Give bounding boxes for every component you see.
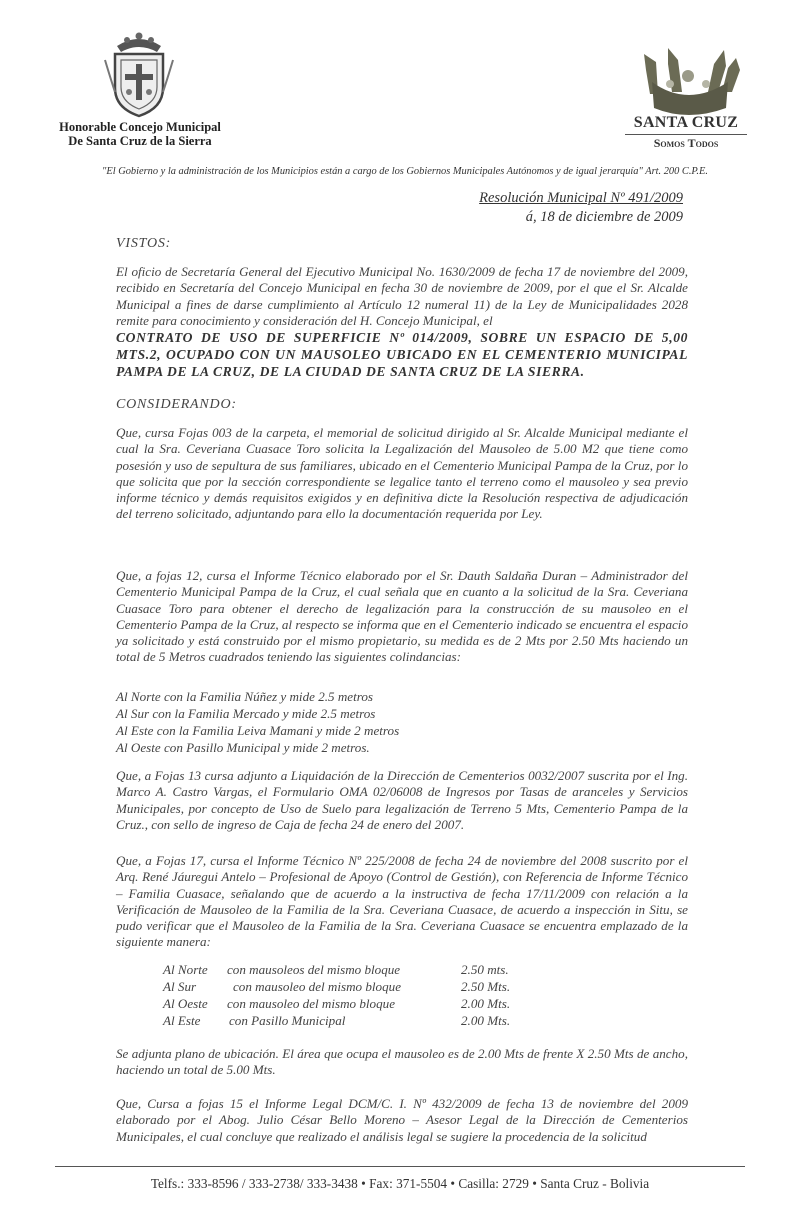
vistos-paragraph: El oficio de Secretaría General del Ejecutivo Municipal No. 1630/2009 de fecha 17 de noviembre del 2009, recibido en Secretaría del Concejo Municipal en fecha 30 de noviembre de 2009, por el que el Sr. Alcalde Municipal a fines de darse cumplimiento al Artículo 12 numeral 11) de la Ley de Municipalidades 2028 remite para conocimiento y consideración del H. Concejo Municipal, el xyxy=(116,264,688,328)
boundary-desc: con mausoleos del mismo bloque xyxy=(227,962,401,977)
table-row xyxy=(163,979,510,996)
considerando-heading: CONSIDERANDO: xyxy=(116,397,237,412)
considerando-paragraph-2: Que, a fojas 12, cursa el Informe Técnico elaborado por el Sr. Dauth Saldaña Duran – Administrador del Cementerio Municipal Pampa de la Cruz, el cual señala que en cuanto a la solicitud de la Sra. Ceveriana Cuasace Toro para obtener el derecho de legalización para la construcción de su mausoleo en el Cementerio Pampa de la Cruz, al respecto se informa que en el Cementerio indicado se encuentra el espacio ya solicitado y está construido por el mismo propietario, su medida es de 2 Mts por 2.50 Mts haciendo un total de 5 Metros cuadrados teniendo las siguientes colindancias: xyxy=(116,568,688,665)
considerando-paragraph-5: Se adjunta plano de ubicación. El área que ocupa el mausoleo es de 2.00 Mts de frente X 2.50 Mts de ancho, haciendo un total de 5.00 Mts. xyxy=(116,1046,688,1078)
boundary-measure: 2.50 mts. xyxy=(461,962,509,977)
boundary-measure: 2.50 Mts. xyxy=(461,979,511,994)
boundaries-list-1 xyxy=(116,688,688,756)
council-line1: Honorable Concejo Municipal xyxy=(59,120,221,134)
considerando-paragraph-6: Que, Cursa a fojas 15 el Informe Legal DCM/C. I. Nº 432/2009 de fecha 13 de noviembre del 2009 elaborado por el Abog. Julio César Bello Moreno – Asesor Legal de la Dirección de Cementerios Municipales, el cual concluye que realizado el análisis legal se sugiere la procedencia de la solicitud xyxy=(116,1096,688,1144)
boundary-side: Al Sur xyxy=(163,979,197,994)
boundary-side: Al Oeste xyxy=(163,996,208,1011)
constitution-motto: "El Gobierno y la administración de los Municipios están a cargo de los Gobiernos Municipales Autónomos y de igual jerarquía" Art. 200 C.P.E. xyxy=(102,166,708,177)
boundary-desc: con mausoleo del mismo bloque xyxy=(233,979,402,994)
vistos-heading: VISTOS: xyxy=(116,236,172,251)
considerando-paragraph-1: Que, cursa Fojas 003 de la carpeta, el memorial de solicitud dirigido al Sr. Alcalde Municipal mediante el cual la Sra. Ceveriana Cuasace Toro solicita la Legalización del Mausoleo de 5.00 M2 que tiene como posesión y uso de sepultura de sus familiares, ubicado en el Cementerio Municipal Pampa de la Cruz, por lo que solicita que por la sección correspondiente se legalice tanto el terreno como el mausoleo y sea previo informe técnico y demás requisitos exigidos y en definitiva dicte la Resolución respectiva de adjudicación del terreno solicitado, adjuntando para ello la documentación requerida por Ley. xyxy=(116,425,688,522)
table-row xyxy=(163,996,510,1013)
considerando-paragraph-3: Que, a Fojas 13 cursa adjunto a Liquidación de la Dirección de Cementerios 0032/2007 suscrita por el Ing. Marco A. Castro Vargas, el Formulario OMA 02/06008 de Ingresos por Tasas de aranceles y Servicios Municipales, por concepto de Uso de Suelo para legalización de Terreno 5 Mts, Cementerio Pampa de la Cruz., con sello de ingreso de Caja de fecha 24 de enero del 2007. xyxy=(116,768,688,832)
boundary-item: Al Sur con la Familia Mercado y mide 2.5 metros xyxy=(116,706,376,721)
footer-divider xyxy=(55,1166,745,1167)
council-name xyxy=(40,120,240,148)
boundary-item: Al Norte con la Familia Núñez y mide 2.5 metros xyxy=(116,689,373,704)
council-line2: De Santa Cruz de la Sierra xyxy=(68,134,212,148)
table-row xyxy=(163,962,510,979)
footer-contact: Telfs.: 333-8596 / 333-2738/ 333-3438 • Fax: 371-5504 • Casilla: 2729 • Santa Cruz - Bolivia xyxy=(150,1176,650,1191)
boundary-desc: con Pasillo Municipal xyxy=(229,1013,346,1028)
boundary-side: Al Norte xyxy=(163,962,208,977)
contract-title: CONTRATO DE USO DE SUPERFICIE Nº 014/2009, SOBRE UN ESPACIO DE 5,00 MTS.2, OCUPADO CON UN MAUSOLEO UBICADO EN EL CEMENTERIO MUNICIPAL PAMPA DE LA CRUZ, DE LA CIUDAD DE SANTA CRUZ DE LA SIERRA. xyxy=(116,330,688,380)
table-row xyxy=(163,1013,510,1030)
slogan-city: SANTA CRUZ xyxy=(633,114,739,131)
boundary-side: Al Este xyxy=(163,1013,201,1028)
slogan-subtitle: Somos Todos xyxy=(625,134,747,151)
boundaries-table-2 xyxy=(163,962,510,1030)
boundary-item: Al Oeste con Pasillo Municipal y mide 2 metros. xyxy=(116,740,370,755)
boundary-desc: con mausoleo del mismo bloque xyxy=(227,996,396,1011)
considerando-paragraph-4: Que, a Fojas 17, cursa el Informe Técnico Nº 225/2008 de fecha 24 de noviembre del 2008 suscrito por el Arq. René Jáuregui Antelo – Profesional de Apoyo (Control de Gestión), con Referencia de Informe Técnico – Familia Cuasace, señalando que de acuerdo a la instructiva de fecha 17/11/2009 con relación a la Verificación de Mausoleo de la Familia de la Sra. Ceveriana Cuasace, de acuerdo a inspección in Situ, se pudo verificar que el Mausoleo de la Familia de la Sra. Ceveriana Cuasace se encuentra emplazado de la siguiente manera: xyxy=(116,853,688,950)
boundary-item: Al Este con la Familia Leiva Mamani y mide 2 metros xyxy=(116,723,400,738)
resolution-number: Resolución Municipal Nº 491/2009 xyxy=(479,190,683,206)
boundary-measure: 2.00 Mts. xyxy=(461,996,511,1011)
resolution-date: á, 18 de diciembre de 2009 xyxy=(525,209,683,225)
vistos-section xyxy=(116,264,688,380)
boundary-measure: 2.00 Mts. xyxy=(461,1013,511,1028)
municipal-crest-icon xyxy=(103,30,175,120)
